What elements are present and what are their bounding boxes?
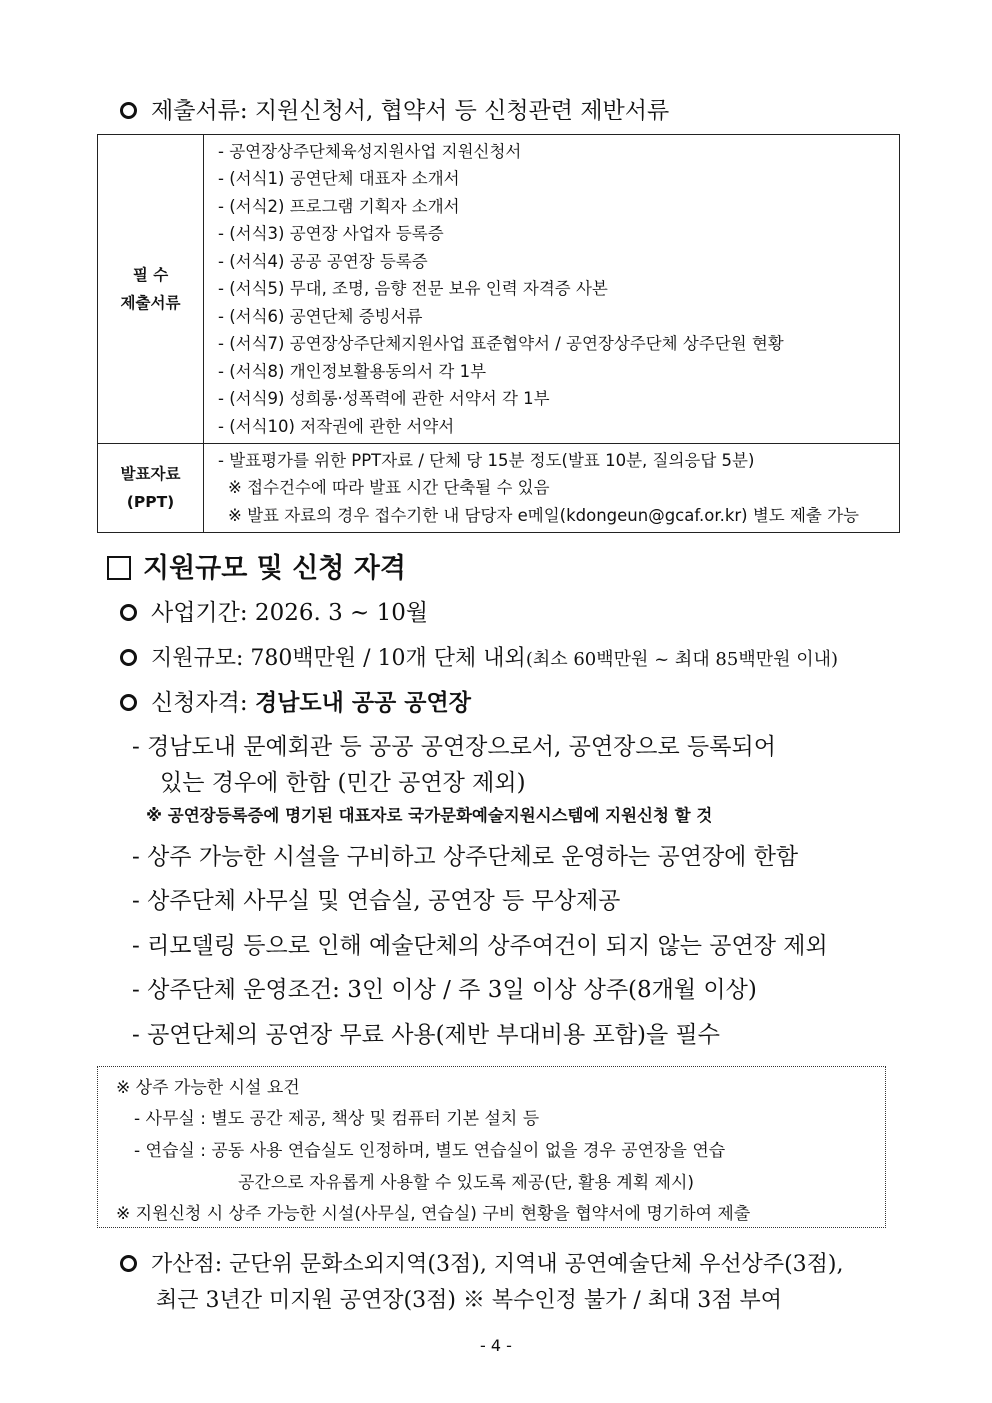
list-item: - 발표평가를 위한 PPT자료 / 단체 당 15분 정도(발표 10분, 질의응답 5분) — [218, 450, 755, 470]
presentation-list — [204, 444, 900, 533]
list-item: - (서식2) 프로그램 기획자 소개서 — [218, 196, 460, 216]
required-docs-row — [98, 135, 900, 444]
presentation-row — [98, 444, 900, 533]
list-item: - 공연장상주단체육성지원사업 지원신청서 — [218, 141, 522, 161]
list-item: - (서식9) 성희롱·성폭력에 관한 서약서 각 1부 — [218, 389, 550, 409]
facility-requirements-box: ※ 상주 가능한 시설 요건 - 사무실 : 별도 공간 제공, 책상 및 컴퓨터 기본 설치 등 - 연습실 : 공동 사용 연습실도 인정하며, 별도 연습실이 없을 경우 공연장을 연습 공간으로 자유롭게 사용할 수 있도록 제공(단, 활용 계획 제시) ※ 지원신청 시 상주 가능한 시설(사무실, 연습실) 구비 현황을 협약서에 명기하여 제출 — [97, 1066, 886, 1228]
list-item: - (서식4) 공공 공연장 등록증 — [218, 251, 428, 271]
project-period: 사업기간: 2026. 3 ~ 10월 — [120, 594, 428, 627]
presentation-header: 발표자료 (PPT) — [98, 444, 204, 533]
list-item: - (서식5) 무대, 조명, 음향 전문 보유 인력 자격증 사본 — [218, 279, 608, 299]
qualification-item: - 상주단체 사무실 및 연습실, 공연장 등 무상제공 — [132, 888, 621, 914]
qualification-item: - 공연단체의 공연장 무료 사용(제반 부대비용 포함)을 필수 — [132, 1022, 720, 1048]
page-number: - 4 - — [480, 1336, 512, 1355]
list-item: - (서식10) 저작권에 관한 서약서 — [218, 416, 455, 436]
checkbox-square-icon — [107, 556, 131, 580]
circle-bullet-icon — [120, 102, 137, 119]
bold-note: ※ 공연장등록증에 명기된 대표자로 국가문화예술지원시스템에 지원신청 할 것 — [146, 806, 713, 825]
circle-bullet-icon — [120, 1255, 137, 1272]
list-item: - (서식6) 공연단체 증빙서류 — [218, 306, 423, 326]
list-item: - (서식7) 공연장상주단체지원사업 표준협약서 / 공연장상주단체 상주단원 현황 — [218, 334, 784, 354]
qualification: 신청자격: 경남도내 공공 공연장 — [120, 684, 471, 717]
list-item: ※ 접수건수에 따라 발표 시간 단축될 수 있음 — [228, 478, 550, 498]
list-item: ※ 발표 자료의 경우 접수기한 내 담당자 e메일(kdongeun@gcaf.or.kr) 별도 제출 가능 — [228, 505, 859, 525]
qualification-item: - 상주단체 운영조건: 3인 이상 / 주 3일 이상 상주(8개월 이상) — [132, 977, 757, 1003]
list-item: - (서식3) 공연장 사업자 등록증 — [218, 224, 444, 244]
qualification-item: - 리모델링 등으로 인해 예술단체의 상주여건이 되지 않는 공연장 제외 — [132, 933, 828, 959]
required-docs-header: 필 수 제출서류 — [98, 135, 204, 444]
support-scale: 지원규모: 780백만원 / 10개 단체 내외(최소 60백만원 ~ 최대 85백만원 이내) — [120, 641, 838, 672]
submission-docs-table — [97, 134, 900, 533]
qualification-item: - 상주 가능한 시설을 구비하고 상주단체로 운영하는 공연장에 한함 — [132, 844, 799, 870]
list-item: - (서식1) 공연단체 대표자 소개서 — [218, 169, 460, 189]
list-item: - (서식8) 개인정보활용동의서 각 1부 — [218, 361, 487, 381]
required-docs-list — [204, 135, 900, 444]
submission-docs-heading: 제출서류: 지원신청서, 협약서 등 신청관련 제반서류 — [120, 92, 669, 125]
qualification-item: - 경남도내 문예회관 등 공공 공연장으로서, 공연장으로 등록되어 — [132, 734, 776, 760]
circle-bullet-icon — [120, 694, 137, 711]
bonus-points-cont: 최근 3년간 미지원 공연장(3점) ※ 복수인정 불가 / 최대 3점 부여 — [156, 1288, 783, 1313]
bonus-points: 가산점: 군단위 문화소외지역(3점), 지역내 공연예술단체 우선상주(3점), — [120, 1247, 844, 1278]
circle-bullet-icon — [120, 604, 137, 621]
qualification-item-cont: 있는 경우에 한함 (민간 공연장 제외) — [160, 770, 526, 796]
circle-bullet-icon — [120, 649, 137, 666]
section-title: 지원규모 및 신청 자격 — [107, 546, 406, 585]
